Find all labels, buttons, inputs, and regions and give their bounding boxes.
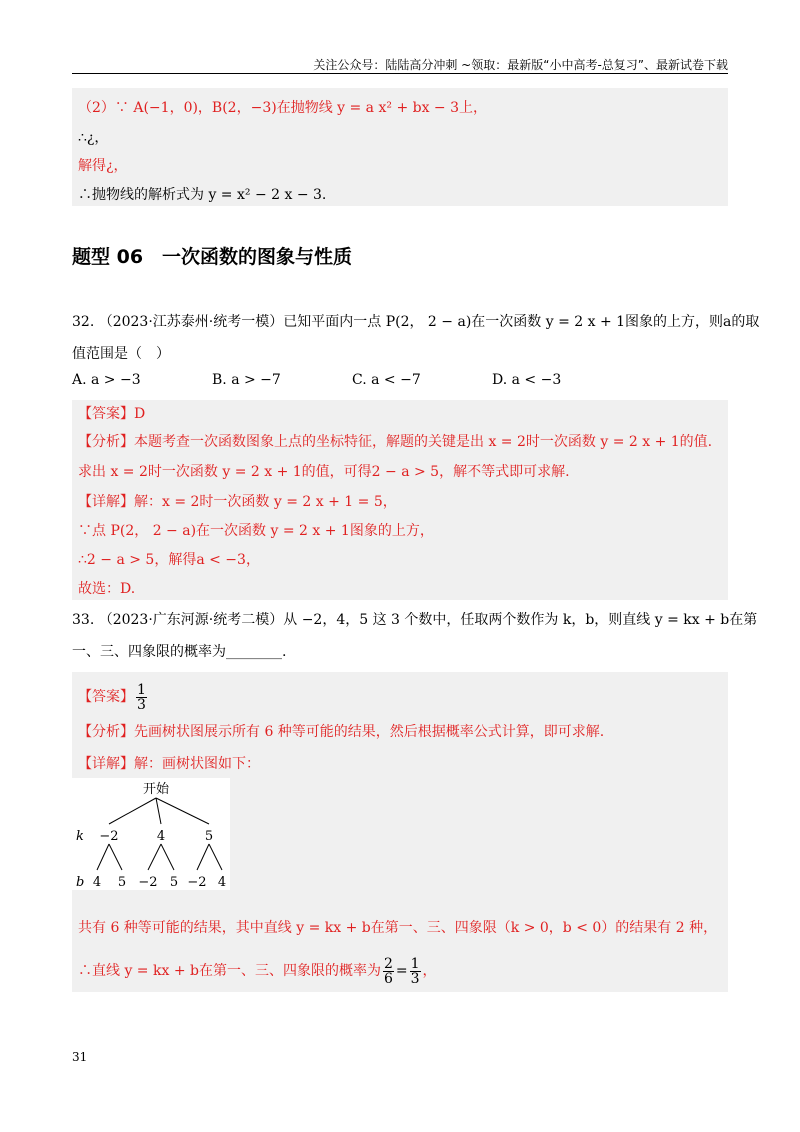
q32-option-b: B. a > −7 (212, 372, 281, 388)
q32-detail-3: ∴2 − a > 5，解得a < −3， (78, 552, 260, 568)
section-title: 题型 06 一次函数的图象与性质 (72, 246, 353, 268)
q32-stem-line-2: 值范围是（ ） (72, 346, 170, 362)
prev-line-1: （2）∵ A(−1，0)，B(2，−3)在抛物线 y = a x² + bx − 3上， (78, 100, 488, 116)
q32-detail-1: 【详解】解：x = 2时一次函数 y = 2 x + 1 = 5， (78, 494, 397, 510)
fraction-numerator: 1 (410, 955, 420, 972)
tree-b-4: 5 (169, 875, 179, 890)
q32-stem-line-1: 32. （2023·江苏泰州·统考一模）已知平面内一点 P(2， 2 − a)在一次函数 y = 2 x + 1图象的上方，则a的取 (72, 314, 760, 330)
q33-answer-fraction (136, 683, 147, 712)
q33-result-2-prefix: ∴直线 y = kx + b在第一、三、四象限的概率为 (78, 963, 381, 979)
page-header: 关注公众号：陆陆高分冲刺 ~领取：最新版“小中高考-总复习”、最新试卷下载 (313, 58, 728, 72)
q33-analysis: 【分析】先画树状图展示所有 6 种等可能的结果，然后根据概率公式计算，即可求解. (78, 724, 605, 740)
tree-row-b-label: b (76, 875, 85, 890)
q33-result-1: 共有 6 种等可能的结果，其中直线 y = kx + b在第一、三、四象限（k > 0，b < 0）的结果有 2 种， (78, 920, 718, 936)
fraction-numerator: 1 (137, 681, 146, 698)
q32-analysis-2: 求出 x = 2时一次函数 y = 2 x + 1的值，可得2 − a > 5，解不等式即可求解. (78, 464, 570, 480)
q33-result-2-suffix: ， (422, 963, 437, 979)
q32-detail-4: 故选：D. (78, 581, 136, 597)
header-rule (72, 73, 728, 74)
prev-line-4: ∴抛物线的解析式为 y = x² − 2 x − 3. (78, 187, 327, 203)
q32-detail-2: ∵点 P(2， 2 − a)在一次函数 y = 2 x + 1图象的上方， (78, 523, 434, 539)
fraction-2-6 (383, 957, 394, 986)
q32-option-a: A. a > −3 (72, 372, 141, 388)
tree-b-2: 5 (117, 875, 127, 890)
q32-option-d: D. a < −3 (492, 372, 562, 388)
tree-root: 开始 (142, 782, 170, 797)
tree-k-2: 4 (156, 829, 166, 844)
q33-answer (78, 680, 149, 714)
page-number: 31 (72, 1050, 88, 1064)
fraction-numerator: 2 (383, 955, 393, 972)
tree-k-3: 5 (204, 829, 214, 844)
prev-line-2: ∴¿， (78, 130, 109, 146)
tree-b-3: −2 (138, 875, 158, 890)
q33-detail-intro: 【详解】解：画树状图如下： (78, 756, 260, 772)
prev-line-3: 解得¿， (78, 158, 128, 174)
tree-row-k-label: k (76, 829, 84, 844)
fraction-denominator: 6 (383, 970, 393, 987)
q32-answer: 【答案】D (78, 406, 146, 422)
equals-sign: = (395, 963, 408, 979)
tree-b-1: 4 (92, 875, 102, 890)
q32-option-c: C. a < −7 (352, 372, 421, 388)
q33-answer-label: 【答案】 (78, 689, 134, 705)
tree-diagram (72, 778, 230, 890)
tree-k-1: −2 (99, 829, 119, 844)
q32-analysis-1: 【分析】本题考查一次函数图象上点的坐标特征，解题的关键是出 x = 2时一次函数 y = 2 x + 1的值. (78, 434, 713, 450)
tree-b-6: 4 (217, 875, 227, 890)
q33-stem-line-1: 33. （2023·广东河源·统考二模）从 −2，4，5 这 3 个数中，任取两个数作为 k，b，则直线 y = kx + b在第 (72, 612, 758, 628)
fraction-1-3 (410, 957, 421, 986)
q33-stem-line-2: 一、三、四象限的概率为________. (72, 644, 287, 660)
tree-b-5: −2 (187, 875, 207, 890)
q33-result-2 (78, 954, 437, 988)
fraction-denominator: 3 (410, 970, 420, 987)
fraction-denominator: 3 (137, 696, 146, 713)
